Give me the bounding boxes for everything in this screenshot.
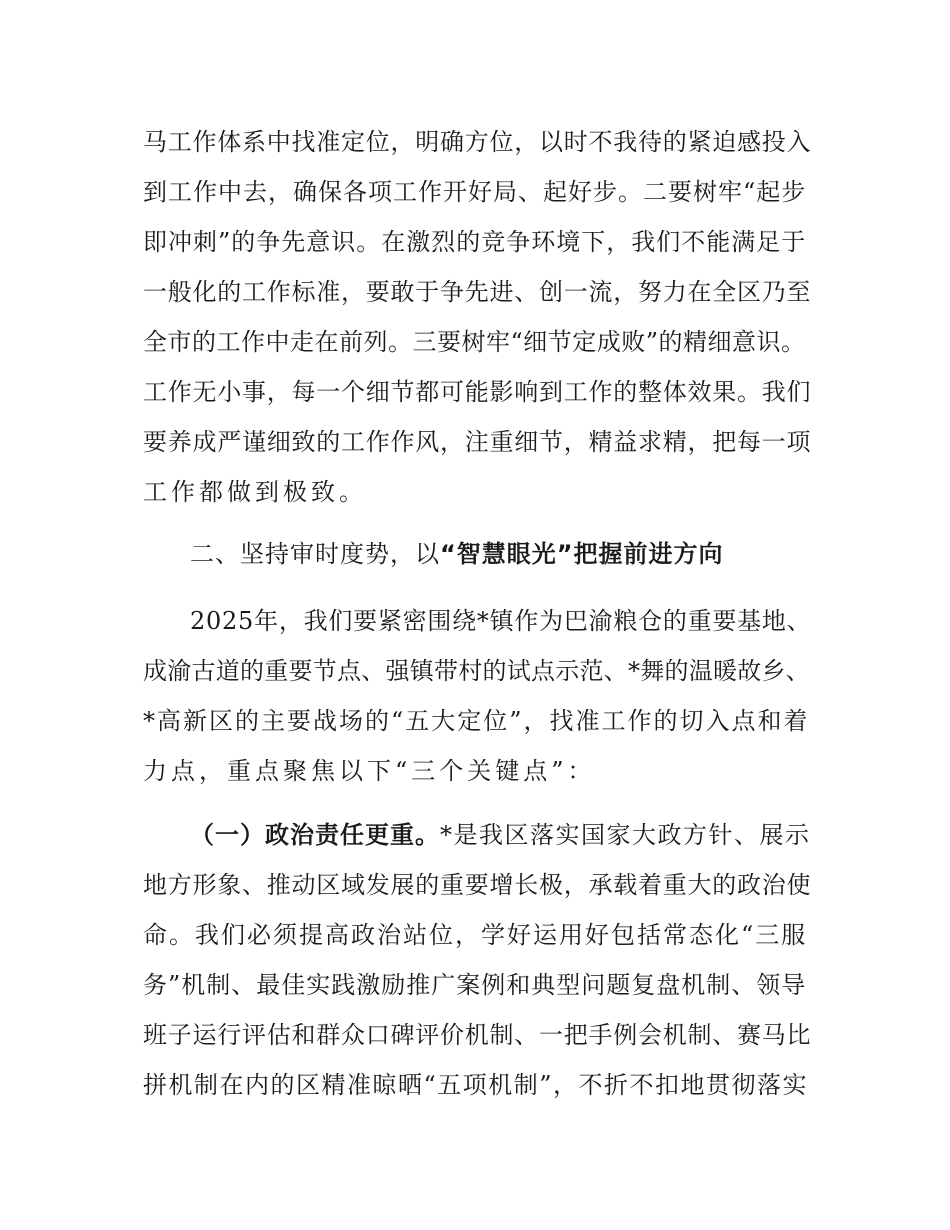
subsection-heading: （一）政治责任更重。 — [190, 821, 440, 849]
body-text-line: 要养成严谨细致的工作作风，注重细节，精益求精，把每一项 — [143, 428, 812, 456]
section-heading-emphasis: “智慧眼光”把握前进方向 — [440, 540, 724, 568]
body-text-line: 工作都做到极致。 — [143, 478, 367, 506]
body-text-line: 到工作中去，确保各项工作开好局、起好步。二要树牢“起步 — [143, 178, 807, 206]
body-text-line: 成渝古道的重要节点、强镇带村的试点示范、*舞的温暖故乡、 — [143, 657, 810, 685]
body-text-line: 即冲刺”的争先意识。在激烈的竞争环境下，我们不能满足于 — [143, 228, 807, 256]
body-text-line: 工作无小事，每一个细节都可能影响到工作的整体效果。我们 — [143, 378, 812, 406]
body-text-line: 一般化的工作标准，要敢于争先进、创一流，努力在全区乃至 — [143, 278, 812, 306]
body-text-line: 命。我们必须提高政治站位，学好运用好包括常态化“三服 — [143, 921, 808, 949]
body-text-line: 2025年，我们要紧密围绕*镇作为巴渝粮仓的重要基地、 — [190, 607, 812, 635]
body-text-line: 力点，重点聚焦以下“三个关键点”： — [143, 757, 596, 785]
subsection-first-line — [190, 815, 811, 855]
body-text-line: 拼机制在内的区精准晾晒“五项机制”，不折不扣地贯彻落实 — [143, 1071, 809, 1099]
body-text-line: 地方形象、推动区域发展的重要增长极，承载着重大的政治使 — [143, 871, 812, 899]
section-heading — [190, 534, 724, 574]
subsection-text: *是我区落实国家大政方针、展示 — [440, 821, 811, 849]
body-text-line: 务”机制、最佳实践激励推广案例和典型问题复盘机制、领导 — [143, 971, 807, 999]
body-text-line: 全市的工作中走在前列。三要树牢“细节定成败”的精细意识。 — [143, 328, 806, 356]
body-text-line: *高新区的主要战场的“五大定位”，找准工作的切入点和着 — [143, 707, 810, 735]
body-text-line: 马工作体系中找准定位，明确方位，以时不我待的紧迫感投入 — [143, 128, 812, 156]
body-text-line: 班子运行评估和群众口碑评价机制、一把手例会机制、赛马比 — [143, 1021, 812, 1049]
section-heading-prefix: 二、坚持审时度势，以 — [190, 540, 440, 568]
